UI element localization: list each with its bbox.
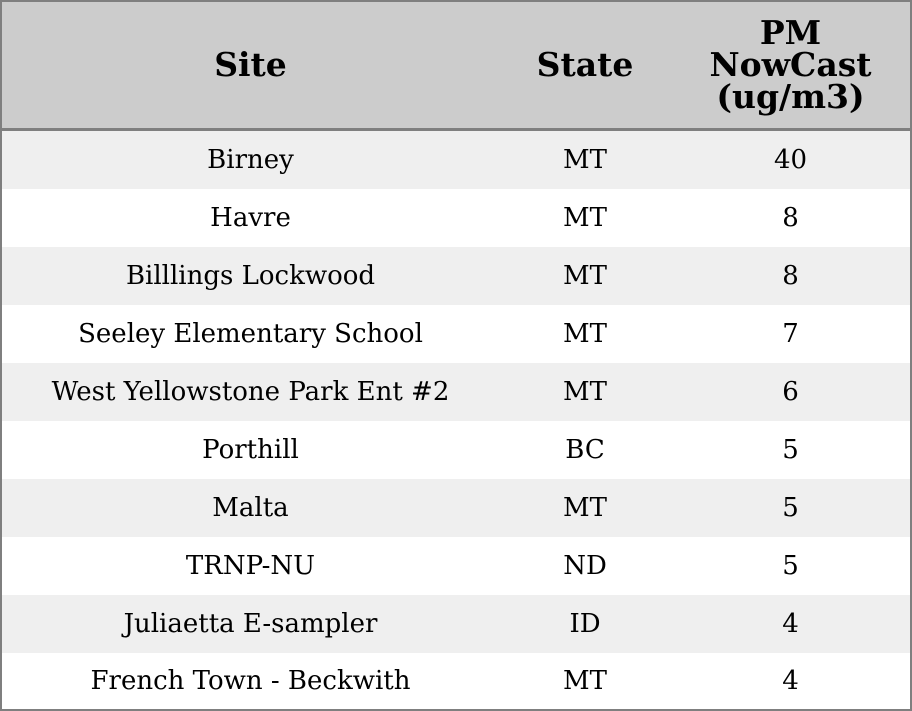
- cell-site: Porthill: [2, 421, 499, 479]
- cell-state: ID: [499, 595, 671, 653]
- cell-state: ND: [499, 537, 671, 595]
- cell-site: West Yellowstone Park Ent #2: [2, 363, 499, 421]
- table-row: [2, 421, 910, 479]
- table-row: [2, 363, 910, 421]
- table-header: [2, 2, 910, 130]
- cell-state: MT: [499, 363, 671, 421]
- cell-site: Malta: [2, 479, 499, 537]
- cell-state: MT: [499, 479, 671, 537]
- table-row: [2, 537, 910, 595]
- table-row: [2, 653, 910, 709]
- header-site: Site: [2, 2, 499, 130]
- table-row: [2, 479, 910, 537]
- cell-pm: 4: [671, 595, 910, 653]
- cell-pm: 5: [671, 421, 910, 479]
- header-row: [2, 2, 910, 130]
- table-body: [2, 130, 910, 710]
- table-row: [2, 130, 910, 190]
- table-row: [2, 247, 910, 305]
- cell-site: Havre: [2, 189, 499, 247]
- cell-site: Birney: [2, 130, 499, 190]
- table-row: [2, 189, 910, 247]
- cell-state: MT: [499, 189, 671, 247]
- table-row: [2, 595, 910, 653]
- cell-pm: 40: [671, 130, 910, 190]
- cell-site: Billlings Lockwood: [2, 247, 499, 305]
- cell-pm: 7: [671, 305, 910, 363]
- cell-pm: 8: [671, 189, 910, 247]
- header-state: State: [499, 2, 671, 130]
- cell-pm: 5: [671, 479, 910, 537]
- cell-pm: 6: [671, 363, 910, 421]
- cell-state: MT: [499, 305, 671, 363]
- cell-state: MT: [499, 653, 671, 709]
- cell-state: MT: [499, 247, 671, 305]
- cell-site: French Town - Beckwith: [2, 653, 499, 709]
- cell-pm: 4: [671, 653, 910, 709]
- header-pm-nowcast: PM NowCast (ug/m3): [671, 2, 910, 130]
- table-row: [2, 305, 910, 363]
- cell-pm: 5: [671, 537, 910, 595]
- cell-site: TRNP-NU: [2, 537, 499, 595]
- cell-state: BC: [499, 421, 671, 479]
- cell-pm: 8: [671, 247, 910, 305]
- cell-site: Seeley Elementary School: [2, 305, 499, 363]
- cell-state: MT: [499, 130, 671, 190]
- cell-site: Juliaetta E-sampler: [2, 595, 499, 653]
- air-quality-table: [2, 2, 910, 709]
